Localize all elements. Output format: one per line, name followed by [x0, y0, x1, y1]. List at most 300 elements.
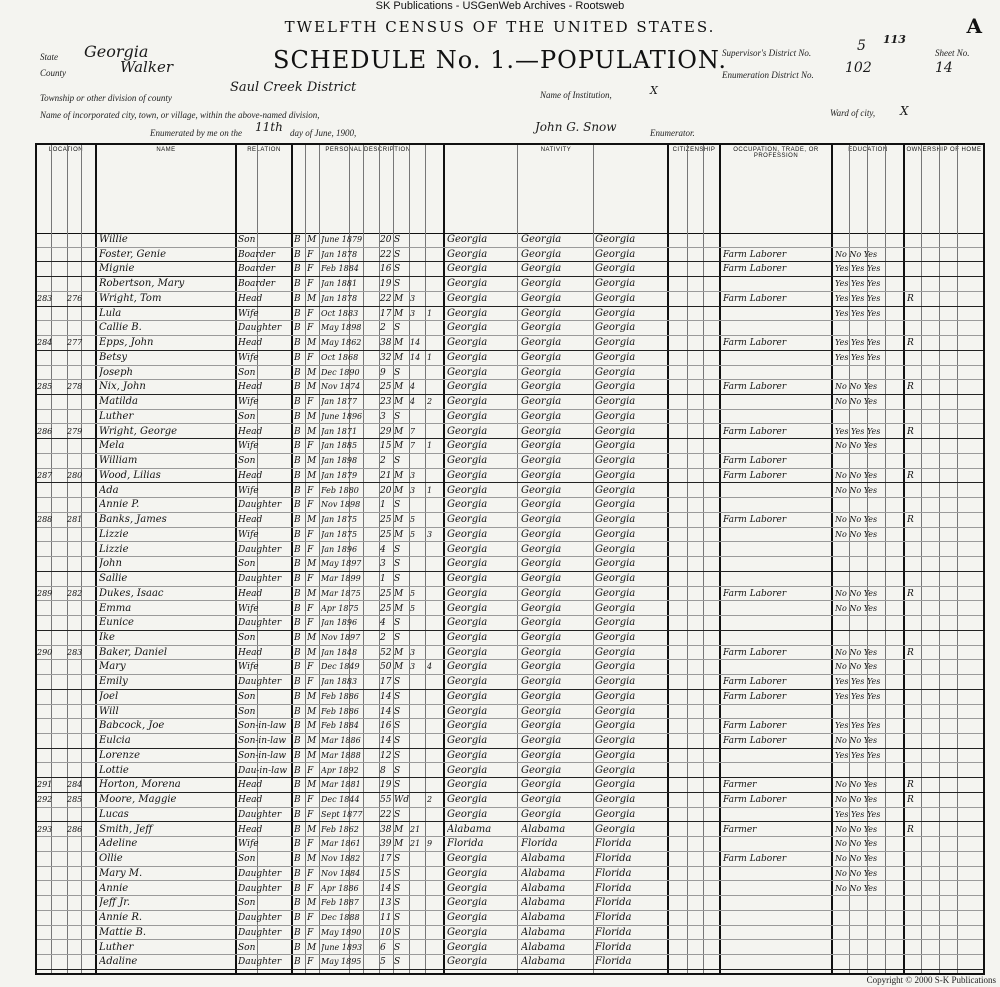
cell-age: 6 — [380, 942, 386, 953]
cell-fam — [67, 941, 93, 955]
cell-own — [907, 454, 921, 468]
cell-mbp: Georgia — [595, 366, 636, 378]
cell-col: B — [294, 677, 301, 688]
cell-bp: Georgia — [447, 941, 488, 953]
cell-age: 2 — [380, 456, 386, 467]
cell-fbp: Georgia — [521, 705, 562, 717]
cell-mbp: Georgia — [595, 631, 636, 643]
cell-ms: S — [394, 721, 401, 732]
cell-edu — [835, 366, 903, 380]
cell-rel: Son-in-law — [238, 736, 287, 747]
cell-ms: M — [394, 588, 404, 599]
cell-birth: Jan 1881 — [321, 279, 358, 289]
cell-fam: 278 — [67, 382, 83, 392]
cell-ms: S — [394, 264, 401, 275]
cell-mbp: Florida — [595, 956, 632, 968]
cell-dw — [37, 867, 65, 881]
cell-birth: June 1893 — [321, 942, 363, 952]
cell-col: B — [294, 632, 301, 643]
cell-dw — [37, 602, 65, 616]
cell-ch: 1 — [427, 441, 433, 451]
cell-ms: S — [394, 854, 401, 865]
cell-bp: Georgia — [447, 528, 488, 540]
cell-col: B — [294, 264, 301, 275]
cell-mbp: Georgia — [595, 514, 636, 526]
cell-ms: S — [394, 765, 401, 776]
cell-fam — [67, 660, 93, 674]
cell-edu — [835, 410, 903, 424]
cell-dw — [37, 439, 65, 453]
cell-fam: 285 — [67, 795, 83, 805]
cell-rel: Boarder — [238, 249, 276, 260]
cell-birth: Feb 1886 — [321, 706, 359, 716]
cell-mbp: Florida — [595, 853, 632, 865]
cell-age: 9 — [380, 367, 386, 378]
cell-yrs: 21 — [410, 839, 421, 849]
cell-dw: 285 — [37, 382, 53, 392]
cell-occ: Farmer — [723, 780, 757, 791]
cell-own — [907, 262, 921, 276]
cell-ch — [427, 616, 441, 630]
cell-edu — [835, 631, 903, 645]
cell-fbp: Georgia — [521, 469, 562, 481]
cell-ch — [427, 690, 441, 704]
cell-own: R — [907, 470, 914, 481]
cell-age: 5 — [380, 957, 386, 968]
cell-fam — [67, 852, 93, 866]
cell-fbp: Georgia — [521, 794, 562, 806]
cell-edu: Yes Yes Yes — [835, 691, 881, 701]
cell-age: 25 — [380, 382, 392, 393]
cell-own — [907, 837, 921, 851]
cell-edu: No No Yes — [835, 249, 878, 259]
cell-own — [907, 926, 921, 940]
cell-bp: Georgia — [447, 499, 488, 511]
cell-dw — [37, 837, 65, 851]
cell-rel: Head — [238, 780, 263, 791]
table-row — [37, 513, 983, 528]
cell-col: B — [294, 883, 301, 894]
header-location: LOCATION — [48, 147, 84, 153]
cell-age: 50 — [380, 662, 392, 673]
cell-birth: Feb 1884 — [321, 721, 359, 731]
cell-age: 20 — [380, 485, 392, 496]
cell-birth: Mar 1881 — [321, 780, 361, 790]
cell-ms: S — [394, 677, 401, 688]
cell-ms: S — [394, 411, 401, 422]
cell-rel: Wife — [238, 603, 259, 614]
cell-ch — [427, 380, 441, 394]
cell-name: Mary M. — [99, 867, 143, 879]
cell-bp: Georgia — [447, 278, 488, 290]
cell-bp: Georgia — [447, 292, 488, 304]
cell-sex: F — [307, 809, 314, 820]
cell-ch — [427, 513, 441, 527]
cell-col: B — [294, 323, 301, 334]
cell-rel: Boarder — [238, 264, 276, 275]
table-row — [37, 852, 983, 867]
cell-age: 12 — [380, 750, 392, 761]
cell-edu — [835, 941, 903, 955]
cell-col: B — [294, 868, 301, 879]
table-row — [37, 351, 983, 366]
table-row — [37, 793, 983, 808]
cell-mbp: Georgia — [595, 499, 636, 511]
cell-age: 2 — [380, 632, 386, 643]
table-row — [37, 749, 983, 764]
cell-sex: M — [307, 382, 317, 393]
cell-edu: No No Yes — [835, 883, 878, 893]
cell-ms: S — [394, 706, 401, 717]
cell-fbp: Georgia — [521, 322, 562, 334]
cell-mbp: Georgia — [595, 543, 636, 555]
cell-rel: Son — [238, 367, 256, 378]
cell-col: B — [294, 942, 301, 953]
cell-occ — [723, 941, 831, 955]
cell-rel: Daughter — [238, 544, 282, 555]
cell-ch — [427, 808, 441, 822]
cell-bp: Georgia — [447, 912, 488, 924]
cell-occ — [723, 543, 831, 557]
cell-age: 11 — [380, 913, 392, 924]
cell-rel: Daughter — [238, 323, 282, 334]
cell-sex: M — [307, 942, 317, 953]
cell-name: Ada — [99, 484, 119, 496]
cell-fam: 279 — [67, 426, 83, 436]
cell-age: 21 — [380, 470, 392, 481]
cell-age: 16 — [380, 264, 392, 275]
cell-yrs — [410, 557, 425, 571]
cell-dw — [37, 248, 65, 262]
table-row — [37, 823, 983, 838]
cell-sex: F — [307, 323, 314, 334]
cell-occ — [723, 602, 831, 616]
cell-yrs: 3 — [410, 485, 416, 495]
cell-name: Callie B. — [99, 322, 142, 334]
table-row — [37, 248, 983, 263]
cell-edu: No No Yes — [835, 485, 878, 495]
cell-fam — [67, 749, 93, 763]
cell-bp: Georgia — [447, 573, 488, 585]
cell-age: 13 — [380, 898, 392, 909]
cell-fbp: Georgia — [521, 455, 562, 467]
cell-sex: M — [307, 898, 317, 909]
table-row — [37, 292, 983, 307]
cell-ms: S — [394, 868, 401, 879]
cell-rel: Son-in-law — [238, 750, 287, 761]
cell-rel: Wife — [238, 397, 259, 408]
cell-ms: S — [394, 736, 401, 747]
cell-fam — [67, 498, 93, 512]
cell-occ — [723, 498, 831, 512]
cell-birth: May 1862 — [321, 338, 362, 348]
cell-sex: F — [307, 677, 314, 688]
cell-rel: Daughter — [238, 913, 282, 924]
cell-age: 14 — [380, 736, 392, 747]
cell-age: 14 — [380, 883, 392, 894]
cell-dw — [37, 262, 65, 276]
cell-edu: Yes Yes Yes — [835, 279, 881, 289]
cell-ch — [427, 454, 441, 468]
cell-age: 22 — [380, 809, 392, 820]
cell-age: 20 — [380, 235, 392, 245]
cell-birth: May 1890 — [321, 927, 362, 937]
cell-name: Banks, James — [99, 514, 167, 526]
cell-own — [907, 484, 921, 498]
cell-fbp: Alabama — [521, 897, 566, 909]
ward-label: Ward of city, — [830, 108, 876, 118]
copyright-notice: Copyright © 2000 S-K Publications — [866, 975, 996, 985]
cell-yrs — [410, 896, 425, 910]
cell-sex: F — [307, 795, 314, 806]
cell-dw: 288 — [37, 515, 53, 525]
cell-ch — [427, 955, 441, 969]
cell-rel: Daughter — [238, 500, 282, 511]
cell-ch — [427, 366, 441, 380]
cell-ch: 2 — [427, 397, 433, 407]
cell-edu — [835, 543, 903, 557]
cell-col: B — [294, 485, 301, 496]
cell-dw — [37, 307, 65, 321]
cell-fam — [67, 572, 93, 586]
cell-birth: Jan 1878 — [321, 249, 358, 259]
cell-ch — [427, 778, 441, 792]
cell-occ — [723, 896, 831, 910]
cell-own — [907, 911, 921, 925]
cell-fbp: Georgia — [521, 248, 562, 260]
cell-bp: Georgia — [447, 455, 488, 467]
cell-dw — [37, 395, 65, 409]
cell-own — [907, 660, 921, 674]
table-row — [37, 734, 983, 749]
cell-rel: Son — [238, 235, 256, 245]
cell-age: 17 — [380, 308, 392, 319]
cell-rel: Son — [238, 456, 256, 467]
cell-rel: Daughter — [238, 618, 282, 629]
cell-birth: Oct 1883 — [321, 308, 359, 318]
cell-birth: May 1895 — [321, 957, 362, 967]
cell-occ: Farm Laborer — [723, 249, 787, 260]
cell-ch: 1 — [427, 308, 433, 318]
cell-own — [907, 705, 921, 719]
cell-ms: M — [394, 485, 404, 496]
cell-ch — [427, 705, 441, 719]
table-row — [37, 911, 983, 926]
cell-col: B — [294, 721, 301, 732]
cell-edu: No No Yes — [835, 647, 878, 657]
cell-rel: Daughter — [238, 677, 282, 688]
cell-edu: Yes Yes Yes — [835, 264, 881, 274]
cell-age: 1 — [380, 500, 386, 511]
cell-sex: F — [307, 264, 314, 275]
cell-sex: F — [307, 249, 314, 260]
cell-name: Emma — [99, 602, 132, 614]
cell-edu: No No Yes — [835, 470, 878, 480]
archive-credit-bar: SK Publications - USGenWeb Archives - Rootsweb — [375, 0, 625, 12]
cell-fbp: Georgia — [521, 278, 562, 290]
cell-fbp: Georgia — [521, 292, 562, 304]
cell-dw: 289 — [37, 588, 53, 598]
sheet-letter: A — [966, 14, 982, 38]
cell-ch — [427, 675, 441, 689]
cell-birth: Jan 1896 — [321, 618, 358, 628]
cell-sex: F — [307, 603, 314, 614]
cell-name: Joel — [99, 690, 119, 702]
cell-age: 14 — [380, 706, 392, 717]
cell-edu: No No Yes — [835, 397, 878, 407]
cell-own: R — [907, 824, 914, 835]
city-label: Name of incorporated city, town, or village, within the above-named division, — [40, 110, 320, 120]
cell-rel: Son-in-law — [238, 721, 287, 732]
supervisor-label: Supervisor's District No. — [722, 48, 812, 58]
cell-occ: Farm Laborer — [723, 293, 787, 304]
cell-sex: F — [307, 500, 314, 511]
cell-fam — [67, 543, 93, 557]
header-education: EDUCATION — [848, 147, 888, 153]
header-occupation: OCCUPATION, TRADE, OR PROFESSION — [733, 147, 819, 159]
cell-rel: Daughter — [238, 809, 282, 820]
cell-ch — [427, 852, 441, 866]
cell-ms: M — [394, 839, 404, 850]
cell-dw — [37, 705, 65, 719]
cell-own — [907, 277, 921, 291]
cell-name: Ollie — [99, 853, 123, 865]
cell-birth: Jan 1848 — [321, 647, 358, 657]
cell-birth: Jan 1878 — [321, 293, 358, 303]
cell-rel: Dau-in-law — [238, 765, 288, 776]
cell-ms: S — [394, 750, 401, 761]
cell-ch — [427, 292, 441, 306]
cell-fam — [67, 631, 93, 645]
cell-fam — [67, 882, 93, 896]
cell-dw — [37, 321, 65, 335]
cell-fam: 286 — [67, 824, 83, 834]
cell-occ — [723, 572, 831, 586]
cell-ch — [427, 719, 441, 733]
cell-ch — [427, 336, 441, 350]
cell-yrs: 14 — [410, 352, 421, 362]
cell-ms: S — [394, 500, 401, 511]
table-row — [37, 321, 983, 336]
cell-mbp: Georgia — [595, 484, 636, 496]
cell-col: B — [294, 235, 301, 245]
cell-yrs: 5 — [410, 529, 416, 539]
cell-occ: Farm Laborer — [723, 736, 787, 747]
cell-birth: Apr 1886 — [321, 883, 359, 893]
cell-name: Luther — [99, 410, 134, 422]
cell-birth: Feb 1887 — [321, 898, 359, 908]
cell-ms: S — [394, 809, 401, 820]
cell-name: Babcock, Joe — [99, 720, 165, 732]
cell-col: B — [294, 765, 301, 776]
cell-col: B — [294, 647, 301, 658]
table-row — [37, 366, 983, 381]
cell-name: Wright, Tom — [99, 292, 162, 304]
cell-bp: Georgia — [447, 676, 488, 688]
cell-birth: Mar 1861 — [321, 839, 361, 849]
cell-birth: Sept 1877 — [321, 809, 363, 819]
cell-dw — [37, 543, 65, 557]
cell-age: 25 — [380, 603, 392, 614]
cell-bp: Georgia — [447, 263, 488, 275]
table-row — [37, 955, 983, 970]
cell-col: B — [294, 456, 301, 467]
cell-ms: M — [394, 824, 404, 835]
cell-sex: F — [307, 441, 314, 452]
cell-sex: F — [307, 397, 314, 408]
cell-bp: Georgia — [447, 926, 488, 938]
cell-ch — [427, 248, 441, 262]
cell-col: B — [294, 588, 301, 599]
cell-birth: June 1896 — [321, 411, 363, 421]
cell-col: B — [294, 795, 301, 806]
cell-own — [907, 749, 921, 763]
table-row — [37, 867, 983, 882]
cell-yrs: 3 — [410, 308, 416, 318]
cell-fbp: Alabama — [521, 941, 566, 953]
cell-own — [907, 395, 921, 409]
cell-col: B — [294, 662, 301, 673]
enumeration-value: 102 — [845, 60, 872, 76]
cell-fam: 276 — [67, 293, 83, 303]
census-title: TWELFTH CENSUS OF THE UNITED STATES. — [284, 18, 716, 36]
cell-own — [907, 248, 921, 262]
cell-dw — [37, 351, 65, 365]
cell-own — [907, 410, 921, 424]
cell-yrs — [410, 882, 425, 896]
cell-name: Mela — [99, 440, 125, 452]
header-nativity: NATIVITY — [540, 147, 572, 153]
cell-col: B — [294, 750, 301, 761]
table-row — [37, 395, 983, 410]
cell-ch — [427, 410, 441, 424]
cell-edu: No No Yes — [835, 736, 878, 746]
cell-yrs — [410, 911, 425, 925]
cell-edu — [835, 764, 903, 778]
cell-rel: Daughter — [238, 927, 282, 938]
cell-fam — [67, 262, 93, 276]
cell-edu — [835, 911, 903, 925]
cell-col: B — [294, 293, 301, 304]
cell-yrs — [410, 262, 425, 276]
cell-birth: Feb 1886 — [321, 691, 359, 701]
cell-col: B — [294, 574, 301, 585]
cell-sex: F — [307, 839, 314, 850]
cell-mbp: Georgia — [595, 263, 636, 275]
cell-fbp: Georgia — [521, 440, 562, 452]
cell-birth: Mar 1875 — [321, 588, 361, 598]
cell-ms: M — [394, 293, 404, 304]
cell-name: Annie P. — [99, 499, 140, 511]
cell-edu: No No Yes — [835, 795, 878, 805]
cell-dw — [37, 896, 65, 910]
cell-own — [907, 572, 921, 586]
cell-fam — [67, 366, 93, 380]
cell-fam — [67, 454, 93, 468]
cell-col: B — [294, 544, 301, 555]
schedule-title: SCHEDULE No. 1.—POPULATION. — [273, 46, 727, 74]
header-ownership: OWNERSHIP OF HOME — [906, 147, 982, 153]
cell-birth: Apr 1875 — [321, 603, 359, 613]
cell-sex: M — [307, 824, 317, 835]
cell-bp: Georgia — [447, 366, 488, 378]
cell-mbp: Georgia — [595, 292, 636, 304]
cell-sex: M — [307, 411, 317, 422]
cell-fbp: Alabama — [521, 823, 566, 835]
cell-col: B — [294, 913, 301, 924]
cell-bp: Georgia — [447, 867, 488, 879]
cell-yrs: 4 — [410, 382, 416, 392]
